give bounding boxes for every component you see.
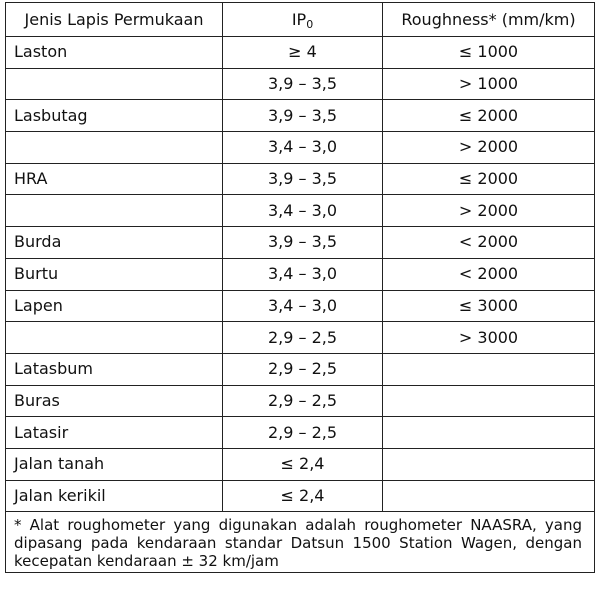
table-row [6, 448, 595, 480]
cell-ip: 3,9 – 3,5 [223, 100, 383, 132]
cell-jenis: Latasbum [6, 353, 223, 385]
cell-roughness: ≤ 3000 [383, 290, 595, 322]
cell-jenis: Lapen [6, 290, 223, 322]
cell-roughness [383, 385, 595, 417]
footnote-cell [6, 512, 595, 573]
cell-ip: 2,9 – 2,5 [223, 385, 383, 417]
cell-roughness [383, 353, 595, 385]
cell-ip: 2,9 – 2,5 [223, 353, 383, 385]
table-row [6, 290, 595, 322]
cell-roughness: ≤ 1000 [383, 37, 595, 69]
cell-ip: 3,9 – 3,5 [223, 227, 383, 259]
footnote-row [6, 512, 595, 573]
cell-roughness [383, 448, 595, 480]
table-row [6, 258, 595, 290]
table-row [6, 417, 595, 449]
header-row [6, 3, 595, 37]
cell-ip: 3,4 – 3,0 [223, 132, 383, 164]
table-row [6, 132, 595, 164]
cell-jenis: Jalan tanah [6, 448, 223, 480]
cell-roughness: > 2000 [383, 132, 595, 164]
footnote-text: * Alat roughometer yang digunakan adalah roughometer NAASRA, yang dipasang pada kendaraan standar Datsun 1500 Station Wagen, dengan kecepatan kendaraan ± 32 km/jam [14, 516, 582, 571]
cell-jenis [6, 68, 223, 100]
cell-ip: ≥ 4 [223, 37, 383, 69]
cell-jenis [6, 195, 223, 227]
table-row [6, 195, 595, 227]
header-ip-label: IP [291, 9, 307, 29]
table-body [6, 37, 595, 512]
cell-roughness [383, 417, 595, 449]
cell-ip: ≤ 2,4 [223, 448, 383, 480]
header-ip [223, 3, 383, 37]
table-row [6, 100, 595, 132]
cell-ip: 3,4 – 3,0 [223, 258, 383, 290]
cell-ip: 2,9 – 2,5 [223, 417, 383, 449]
table-row [6, 353, 595, 385]
header-ip-subscript: 0 [306, 17, 314, 31]
table-row [6, 322, 595, 354]
cell-ip: 3,4 – 3,0 [223, 195, 383, 227]
cell-ip: 2,9 – 2,5 [223, 322, 383, 354]
cell-jenis: Latasir [6, 417, 223, 449]
cell-ip: 3,9 – 3,5 [223, 68, 383, 100]
table-row [6, 68, 595, 100]
cell-ip: ≤ 2,4 [223, 480, 383, 512]
cell-ip: 3,9 – 3,5 [223, 163, 383, 195]
cell-jenis: HRA [6, 163, 223, 195]
cell-roughness: ≤ 2000 [383, 100, 595, 132]
cell-jenis: Buras [6, 385, 223, 417]
cell-jenis [6, 132, 223, 164]
cell-roughness: < 2000 [383, 227, 595, 259]
cell-ip: 3,4 – 3,0 [223, 290, 383, 322]
table-row [6, 37, 595, 69]
cell-jenis: Burda [6, 227, 223, 259]
header-roughness: Roughness* (mm/km) [383, 3, 595, 37]
table-row [6, 163, 595, 195]
table-row [6, 480, 595, 512]
header-jenis: Jenis Lapis Permukaan [6, 3, 223, 37]
cell-roughness: > 3000 [383, 322, 595, 354]
cell-jenis: Jalan kerikil [6, 480, 223, 512]
cell-roughness [383, 480, 595, 512]
cell-jenis: Burtu [6, 258, 223, 290]
cell-roughness: ≤ 2000 [383, 163, 595, 195]
roughness-table [5, 2, 595, 573]
table-row [6, 385, 595, 417]
cell-jenis [6, 322, 223, 354]
table-row [6, 227, 595, 259]
cell-roughness: > 1000 [383, 68, 595, 100]
cell-jenis: Laston [6, 37, 223, 69]
cell-roughness: > 2000 [383, 195, 595, 227]
cell-jenis: Lasbutag [6, 100, 223, 132]
cell-roughness: < 2000 [383, 258, 595, 290]
